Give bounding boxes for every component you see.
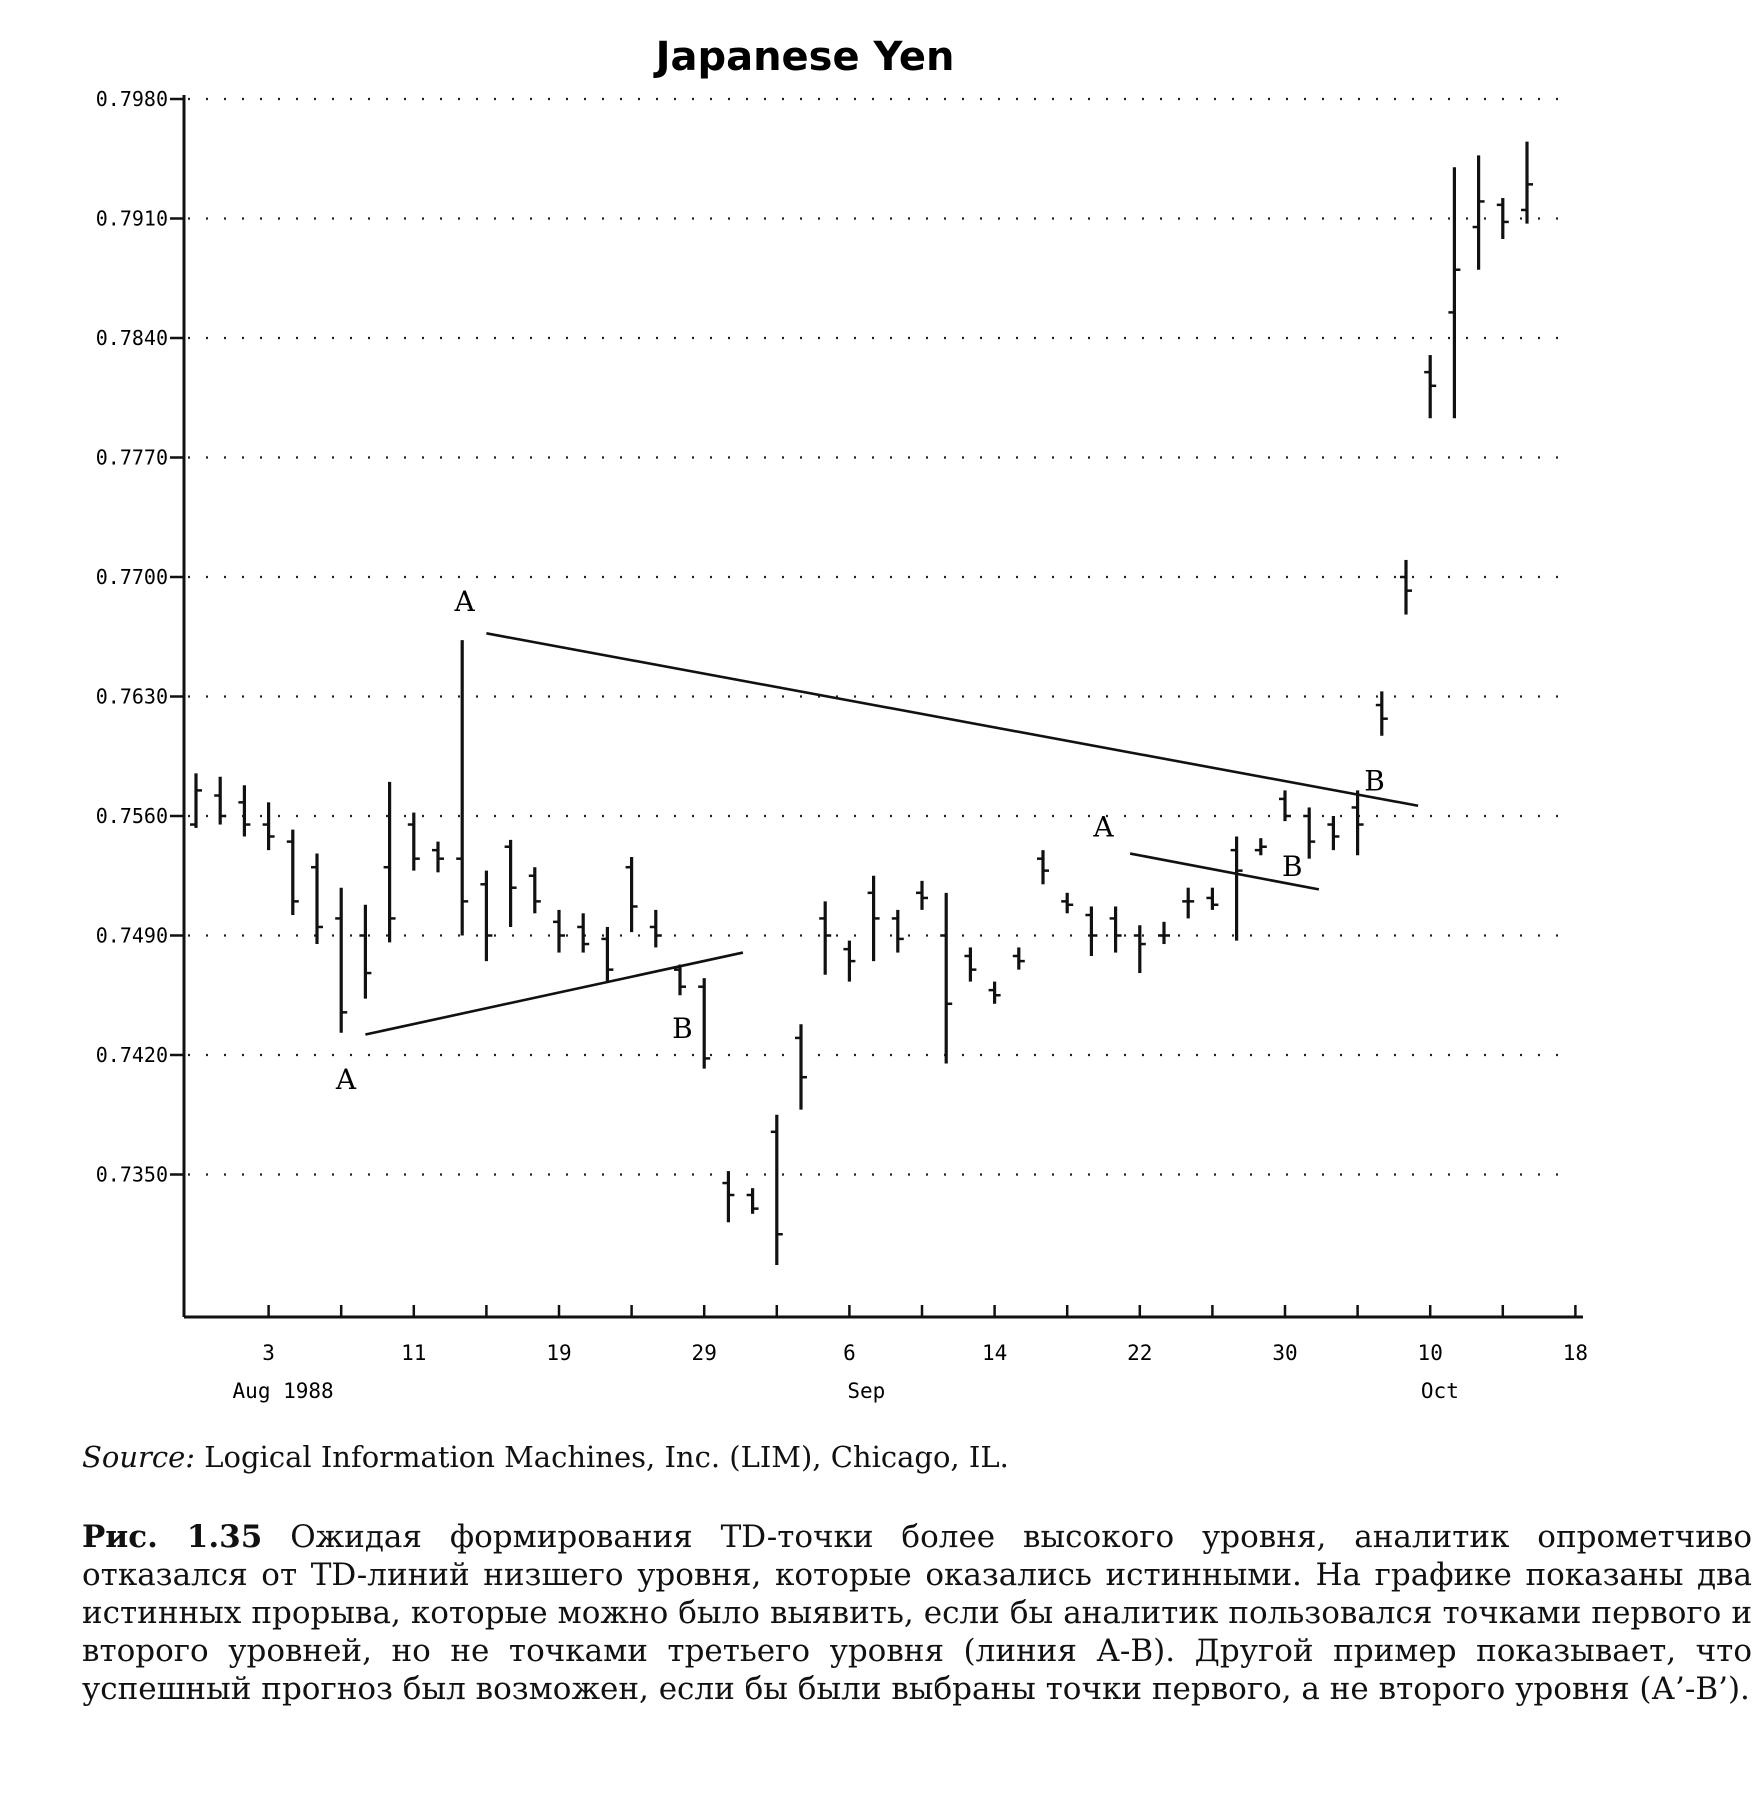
price-bar (1158, 922, 1170, 944)
annotation-label: B (672, 1011, 693, 1045)
trendlines (365, 633, 1418, 1034)
x-tick-label: 30 (1272, 1341, 1298, 1365)
price-bar (1376, 691, 1388, 735)
price-bar (287, 830, 299, 915)
price-bar (214, 777, 226, 825)
x-tick-label: 6 (843, 1341, 856, 1365)
price-bar (674, 965, 686, 996)
x-tick-label: 3 (262, 1341, 275, 1365)
source-text: Logical Information Machines, Inc. (LIM), Chicago, IL. (204, 1440, 1009, 1474)
price-bar (1061, 893, 1073, 913)
y-axis (96, 87, 184, 1187)
caption-text: Ожидая формирования TD-точки более высокого уровня, аналитик опрометчиво отказался от TD-линий низшего уровня, которые оказались истинными. На графике показаны два истинных прорыва, которые можно было выявить, если бы аналитик пользовался точками первого и второго уровней, но не точками третьего уровня (линия А-В). Другой пример показывает, что успешный прогноз был возможен, если бы были выбраны точки первого, а не второго уровня (А’-В’). (82, 1519, 1752, 1707)
y-tick-label: 0.7420 (95, 1043, 168, 1067)
x-tick-label: 19 (546, 1341, 572, 1365)
y-tick-label: 0.7770 (95, 445, 168, 470)
annotation-label: A (454, 585, 475, 619)
x-group-label: Oct (1420, 1379, 1459, 1403)
price-bar (989, 982, 1001, 1004)
price-bar (577, 913, 589, 952)
price-bar (964, 947, 976, 981)
annotations (335, 585, 1385, 1096)
price-bar (1279, 790, 1291, 821)
y-tick-label: 0.7350 (95, 1162, 168, 1187)
y-tick-label: 0.7980 (95, 87, 168, 111)
annotation-label: A (1093, 810, 1114, 844)
price-bar (771, 1115, 783, 1265)
price-bar (1206, 888, 1218, 910)
price-bar (1255, 838, 1267, 855)
price-bar (1182, 888, 1194, 919)
price-bar (456, 640, 468, 935)
price-bar (747, 1188, 759, 1214)
x-tick-label: 18 (1562, 1341, 1589, 1365)
price-bar (868, 876, 880, 961)
x-axis (233, 1305, 1589, 1403)
price-bar (916, 881, 928, 910)
price-bar (1327, 816, 1339, 850)
x-tick-label: 29 (691, 1341, 717, 1365)
price-bar (1424, 355, 1436, 418)
price-bar (1037, 850, 1049, 884)
chart-title: Japanese Yen (655, 34, 955, 80)
price-bar (311, 854, 323, 944)
figure-number: Рис. 1.35 (82, 1519, 263, 1555)
annotation-label: B (1281, 849, 1303, 883)
x-group-label: Aug 1988 (232, 1379, 334, 1403)
price-bar (650, 910, 662, 948)
annotation-label: A (335, 1063, 357, 1097)
price-bar (384, 782, 396, 942)
price-bar (1497, 198, 1509, 239)
price-bar (843, 941, 855, 982)
y-tick-label: 0.7490 (95, 923, 168, 948)
price-bar (505, 840, 517, 927)
figure-caption (82, 1518, 1752, 1708)
price-bar (1085, 906, 1097, 956)
source-label: Source: (82, 1440, 196, 1474)
price-bar (1110, 906, 1122, 952)
price-bar (529, 867, 541, 913)
y-tick-label: 0.7910 (95, 206, 168, 231)
price-bar (795, 1024, 807, 1109)
y-tick-label: 0.7840 (95, 326, 168, 350)
price-bar (1013, 947, 1025, 969)
annotation-label: B (1364, 764, 1385, 798)
price-bar (408, 813, 420, 871)
price-bar (190, 773, 202, 828)
price-bar (626, 857, 638, 932)
price-bar (1400, 560, 1412, 615)
y-tick-label: 0.7700 (95, 565, 168, 589)
x-group-label: Sep (847, 1379, 886, 1403)
price-bar (698, 978, 710, 1068)
trendline (486, 633, 1418, 805)
price-bar (1473, 155, 1485, 269)
price-bar (480, 871, 492, 961)
price-bar (940, 893, 952, 1064)
x-tick-label: 22 (1127, 1341, 1153, 1365)
price-bar (1448, 167, 1460, 418)
price-bar (1134, 925, 1146, 973)
price-bar (335, 888, 347, 1033)
price-bar (1303, 807, 1315, 858)
x-tick-label: 10 (1417, 1341, 1443, 1365)
x-tick-label: 14 (981, 1341, 1008, 1365)
price-bar (722, 1171, 734, 1222)
x-tick-label: 11 (401, 1341, 427, 1365)
price-bar (238, 785, 250, 836)
price-bar (1352, 790, 1364, 855)
price-bar (359, 905, 371, 999)
price-bar (1521, 142, 1533, 224)
price-bar (819, 901, 831, 974)
price-bar (263, 802, 275, 850)
price-bar (892, 910, 904, 953)
price-bar (432, 842, 444, 873)
source-note (82, 1440, 1682, 1474)
y-tick-label: 0.7560 (95, 804, 168, 828)
grid-lines (188, 99, 1560, 1175)
price-bar (1231, 836, 1243, 940)
y-tick-label: 0.7630 (95, 684, 168, 709)
price-bar (553, 910, 565, 953)
